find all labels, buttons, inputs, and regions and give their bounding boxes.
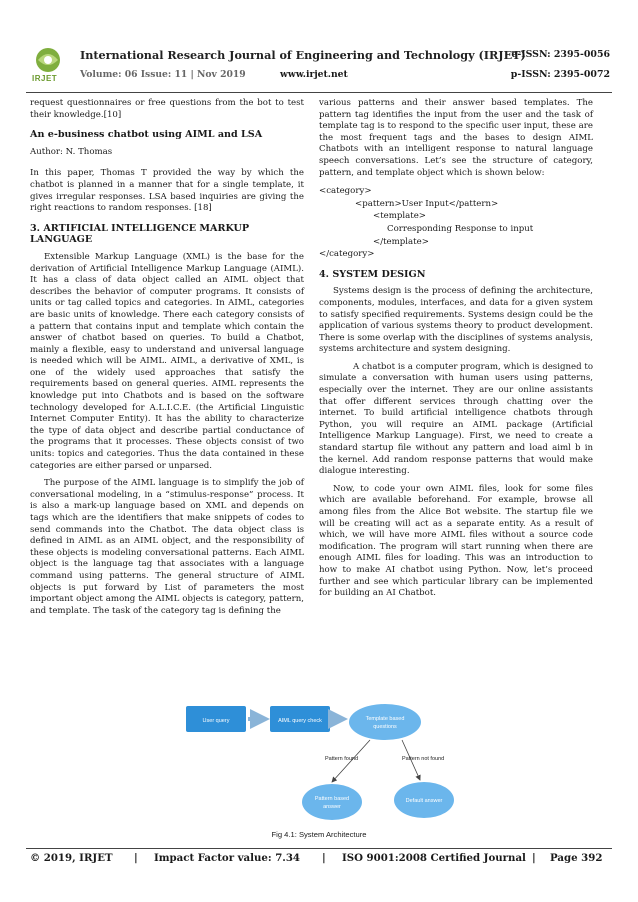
- code-line: </category>: [319, 249, 375, 260]
- figure-caption: Fig 4.1: System Architecture: [271, 830, 367, 839]
- footer-page-number: Page 392: [550, 852, 603, 864]
- code-line: <category>: [319, 186, 372, 197]
- template-ellipse: [349, 704, 421, 740]
- user-query-label: User query: [202, 718, 230, 724]
- journal-title: International Research Journal of Engineering and Technology (IRJET): [80, 48, 526, 62]
- footer-divider: [26, 848, 612, 849]
- volume-issue: Volume: 06 Issue: 11 | Nov 2019: [80, 69, 246, 80]
- template-label-line1: Template based: [365, 716, 405, 722]
- right-column: [319, 98, 593, 606]
- paragraph-now: Now, to code your own AIML files, look for some files which are available beforehand. For example, browse all among files from the Alice Bot website. The startup file we will be creating will act as a separate entity. As a result of which, we will have more AIML files without a source code modification. The program will start running when there are enough AIML files for loading. This was an introduction to how to make AI chatbot using Python. Now, let’s proceed further and see which particular library can be implemented for building an AI Chatbot.: [319, 483, 593, 599]
- footer-separator: |: [532, 852, 536, 864]
- left-column: [30, 98, 304, 623]
- paragraph-continued: various patterns and their answer based templates. The pattern tag identifies the input from the user and the task of template tag is to respond to the specific user input, these are the most frequent tags and the bases to design AIML Chatbots with an intelligent response to natural language speech conversations. Let’s see the structure of category, pattern, and template object which is shown below:: [319, 98, 593, 178]
- pattern-answer-label-line1: Pattern based: [314, 796, 350, 802]
- p-issn: p-ISSN: 2395-0072: [510, 69, 610, 80]
- paragraph-xml: Extensible Markup Language (XML) is the base for the derivation of Artificial Intelligence Markup Language (AIML). It has a class of data object called an AIML object that describes the behavior of computer programs. It consists of units or tag called topics and categories. In AIML, categories are basic units of knowledge. There each category consists of a pattern that contains input and template which contain the answer of chatbot based on queries. To build a Chatbot, mainly a flexible, easy to understand and universal language is needed which will be AIML. AIML, a derivative of XML, is one of the widely used approaches that satisfy the requirements based on general queries. AIML represents the knowledge put into Chatbots and is based on the software technology developed for A.L.I.C.E. (the Artificial Linguistic Internet Computer Entity). It has the ability to characterize the type of data object and describe partial conductance of the programs that it processes. These objects consist of two units: topics and categories. Thus the data contained in these categories are either parsed or unparsed.: [30, 251, 304, 471]
- pattern-answer-label-line2: answer: [323, 804, 341, 810]
- footer-copyright: © 2019, IRJET: [30, 852, 113, 864]
- pattern-answer-ellipse: [302, 784, 362, 820]
- template-label-line2: questions: [373, 724, 397, 730]
- system-architecture-diagram: [180, 700, 460, 828]
- page-header: [30, 44, 610, 92]
- website-link[interactable]: www.irjet.net: [280, 69, 348, 80]
- author-line: Author: N. Thomas: [30, 146, 113, 157]
- aiml-code-block: [319, 185, 593, 261]
- logo-text: IRJET: [32, 74, 58, 83]
- code-line: <template>: [373, 211, 427, 222]
- default-answer-label: Default answer: [405, 798, 443, 804]
- paragraph-system-design: Systems design is the process of defining the architecture, components, modules, interfaces, and data for a given system to satisfy specified requirements. Systems design could be the application of various systems theory to product development. There is some overlap with the disciplines of systems analysis, systems architecture and system designing.: [319, 286, 593, 355]
- heading-system-design: 4. SYSTEM DESIGN: [319, 268, 426, 280]
- heading-ebusiness-chatbot: An e-business chatbot using AIML and LSA: [30, 129, 263, 141]
- page-footer: [30, 852, 610, 868]
- aiml-check-label: AIML query check: [278, 718, 322, 724]
- footer-iso: ISO 9001:2008 Certified Journal: [342, 852, 526, 864]
- pattern-found-label: Pattern found: [325, 756, 359, 762]
- code-line: <pattern>User Input</pattern>: [355, 198, 499, 209]
- paragraph-chatbot: A chatbot is a computer program, which is designed to simulate a conversation with human users using patterns, especially over the internet. They are our online assistants that offer different services through chatting over the internet. To build artificial intelligence chatbots through Python, you will require an AIML package (Artificial Intelligence Markup Language). First, we need to create a standard startup file without any pattern and load aiml b in the kernel. Add random response patterns that would make dialogue interesting.: [319, 361, 593, 477]
- code-line: </template>: [373, 236, 429, 247]
- paragraph-purpose: The purpose of the AIML language is to simplify the job of conversational modeling, in a “stimulus-response” process. It is also a mark-up language based on XML and depends on tags which are the identifiers that make snippets of codes to send commands into the Chatbot. The data object class is defined in AIML as an AIML object, and the responsibility of these objects is modeling conversational patterns. Each AIML object is the language tag that associates with a language command using patterns. The general structure of AIML objects is put forward by List of parameters the most important object among the AIML objects is category, pattern, and template. The task of the category tag is defining the: [30, 478, 304, 616]
- header-divider: [26, 92, 612, 93]
- heading-aiml-section: 3. ARTIFICIAL INTELLIGENCE MARKUP LANGUAGE: [30, 222, 250, 246]
- footer-separator: |: [134, 852, 138, 864]
- paragraph-thomas: In this paper, Thomas T provided the way by which the chatbot is planned in a manner that for a single template, it gives irregular responses. LSA based inquiries are giving the right reactions to random responses. [18]: [30, 168, 304, 214]
- code-line: Corresponding Response to input: [387, 223, 534, 234]
- paragraph-intro: request questionnaires or free questions from the bot to test their knowledge.[10]: [30, 98, 304, 120]
- footer-separator: |: [322, 852, 326, 864]
- e-issn: e-ISSN: 2395-0056: [511, 49, 610, 60]
- pattern-not-found-label: Pattern not found: [402, 756, 445, 762]
- footer-impact-factor: Impact Factor value: 7.34: [154, 852, 301, 864]
